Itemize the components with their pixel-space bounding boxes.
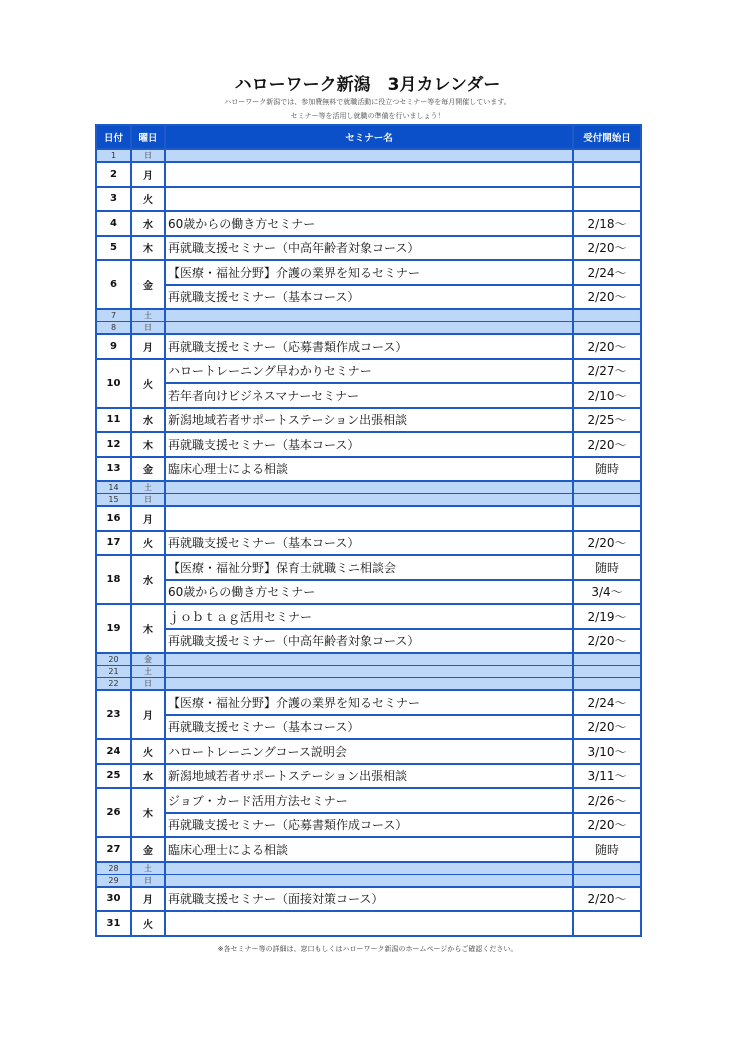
weekday-cell: 火 xyxy=(131,739,165,764)
table-row xyxy=(96,211,641,236)
table-row xyxy=(96,432,641,457)
table-row xyxy=(96,236,641,261)
start-date: 随時 xyxy=(573,457,641,482)
weekday-cell: 土 xyxy=(131,481,165,494)
start-date: 2/20～ xyxy=(573,629,641,654)
weekday-cell: 水 xyxy=(131,555,165,604)
seminar-name: 臨床心理士による相談 xyxy=(165,457,573,482)
start-date: 2/24～ xyxy=(573,690,641,715)
seminar-name: 再就職支援セミナー（応募書類作成コース） xyxy=(165,334,573,359)
header-date: 日付 xyxy=(96,125,131,149)
date-cell: 27 xyxy=(96,837,131,862)
weekday-cell: 木 xyxy=(131,604,165,653)
start-date: 2/10～ xyxy=(573,383,641,408)
table-header-row xyxy=(96,125,641,149)
date-cell: 14 xyxy=(96,481,131,494)
start-date xyxy=(573,678,641,691)
weekday-cell: 水 xyxy=(131,211,165,236)
start-date: 2/20～ xyxy=(573,813,641,838)
weekday-cell: 火 xyxy=(131,531,165,556)
start-date xyxy=(573,874,641,887)
date-cell: 4 xyxy=(96,211,131,236)
date-cell: 30 xyxy=(96,887,131,912)
date-cell: 13 xyxy=(96,457,131,482)
table-row xyxy=(96,187,641,212)
weekday-cell: 金 xyxy=(131,260,165,309)
header-weekday: 曜日 xyxy=(131,125,165,149)
weekday-cell: 月 xyxy=(131,334,165,359)
table-row xyxy=(96,813,641,838)
weekday-cell: 月 xyxy=(131,162,165,187)
start-date: 随時 xyxy=(573,555,641,580)
date-cell: 18 xyxy=(96,555,131,604)
weekday-cell: 水 xyxy=(131,764,165,789)
start-date: 随時 xyxy=(573,837,641,862)
weekend-row xyxy=(96,653,641,666)
seminar-name: 再就職支援セミナー（中高年齢者対象コース） xyxy=(165,236,573,261)
start-date: 2/20～ xyxy=(573,236,641,261)
start-date xyxy=(573,187,641,212)
table-row xyxy=(96,531,641,556)
seminar-name xyxy=(165,506,573,531)
footnote: ※各セミナー等の詳細は、窓口もしくはハローワーク新潟のホームページからご確認ください。 xyxy=(217,945,518,953)
start-date: 2/20～ xyxy=(573,715,641,740)
date-cell: 11 xyxy=(96,408,131,433)
seminar-name xyxy=(165,162,573,187)
table-row xyxy=(96,788,641,813)
table-row xyxy=(96,285,641,310)
table-row xyxy=(96,715,641,740)
seminar-name: 再就職支援セミナー（基本コース） xyxy=(165,432,573,457)
date-cell: 12 xyxy=(96,432,131,457)
start-date: 3/4～ xyxy=(573,580,641,605)
date-cell: 7 xyxy=(96,309,131,322)
start-date: 3/10～ xyxy=(573,739,641,764)
date-cell: 6 xyxy=(96,260,131,309)
weekend-row xyxy=(96,862,641,875)
seminar-name xyxy=(165,481,573,494)
seminar-name: ｊｏｂｔａｇ活用セミナー xyxy=(165,604,573,629)
date-cell: 25 xyxy=(96,764,131,789)
table-row xyxy=(96,555,641,580)
seminar-name: 【医療・福祉分野】介護の業界を知るセミナー xyxy=(165,690,573,715)
start-date: 2/20～ xyxy=(573,887,641,912)
start-date xyxy=(573,162,641,187)
date-cell: 5 xyxy=(96,236,131,261)
seminar-name: 再就職支援セミナー（面接対策コース） xyxy=(165,887,573,912)
table-row xyxy=(96,506,641,531)
table-row xyxy=(96,260,641,285)
table-body xyxy=(96,149,641,936)
weekday-cell: 日 xyxy=(131,494,165,507)
seminar-name: 臨床心理士による相談 xyxy=(165,837,573,862)
weekend-row xyxy=(96,481,641,494)
start-date: 2/19～ xyxy=(573,604,641,629)
date-cell: 9 xyxy=(96,334,131,359)
table-row xyxy=(96,629,641,654)
header-start-date: 受付開始日 xyxy=(573,125,641,149)
start-date: 3/11～ xyxy=(573,764,641,789)
table-row xyxy=(96,887,641,912)
seminar-name: 新潟地域若者サポートステーション出張相談 xyxy=(165,764,573,789)
table-row xyxy=(96,334,641,359)
seminar-name xyxy=(165,149,573,162)
weekday-cell: 木 xyxy=(131,788,165,837)
table-row xyxy=(96,764,641,789)
seminar-name: ジョブ・カード活用方法セミナー xyxy=(165,788,573,813)
start-date xyxy=(573,653,641,666)
date-cell: 16 xyxy=(96,506,131,531)
table-row xyxy=(96,162,641,187)
seminar-name: 新潟地域若者サポートステーション出張相談 xyxy=(165,408,573,433)
date-cell: 24 xyxy=(96,739,131,764)
start-date: 2/20～ xyxy=(573,432,641,457)
table-row xyxy=(96,739,641,764)
seminar-name xyxy=(165,494,573,507)
date-cell: 15 xyxy=(96,494,131,507)
seminar-name: 60歳からの働き方セミナー xyxy=(165,580,573,605)
date-cell: 23 xyxy=(96,690,131,739)
table-row xyxy=(96,408,641,433)
start-date xyxy=(573,862,641,875)
seminar-name: 再就職支援セミナー（応募書類作成コース） xyxy=(165,813,573,838)
weekend-row xyxy=(96,309,641,322)
weekday-cell: 水 xyxy=(131,408,165,433)
weekday-cell: 火 xyxy=(131,359,165,408)
table-row xyxy=(96,383,641,408)
weekday-cell: 日 xyxy=(131,678,165,691)
seminar-name xyxy=(165,678,573,691)
seminar-calendar-table xyxy=(95,124,642,937)
weekday-cell: 火 xyxy=(131,911,165,936)
table-row xyxy=(96,690,641,715)
seminar-name: 【医療・福祉分野】保育士就職ミニ相談会 xyxy=(165,555,573,580)
seminar-name: 60歳からの働き方セミナー xyxy=(165,211,573,236)
seminar-name xyxy=(165,322,573,335)
seminar-name: 再就職支援セミナー（基本コース） xyxy=(165,285,573,310)
start-date xyxy=(573,494,641,507)
weekend-row xyxy=(96,322,641,335)
start-date: 2/20～ xyxy=(573,285,641,310)
weekday-cell: 月 xyxy=(131,887,165,912)
seminar-name: 【医療・福祉分野】介護の業界を知るセミナー xyxy=(165,260,573,285)
table-row xyxy=(96,580,641,605)
seminar-name xyxy=(165,653,573,666)
weekday-cell: 日 xyxy=(131,874,165,887)
date-cell: 20 xyxy=(96,653,131,666)
seminar-name xyxy=(165,874,573,887)
weekday-cell: 土 xyxy=(131,309,165,322)
date-cell: 22 xyxy=(96,678,131,691)
date-cell: 29 xyxy=(96,874,131,887)
seminar-name xyxy=(165,862,573,875)
start-date: 2/26～ xyxy=(573,788,641,813)
start-date xyxy=(573,666,641,678)
date-cell: 28 xyxy=(96,862,131,875)
date-cell: 10 xyxy=(96,359,131,408)
start-date xyxy=(573,911,641,936)
page-title: ハローワーク新潟 3月カレンダー xyxy=(234,75,501,95)
date-cell: 8 xyxy=(96,322,131,335)
seminar-name: 再就職支援セミナー（中高年齢者対象コース） xyxy=(165,629,573,654)
table-row xyxy=(96,911,641,936)
weekday-cell: 金 xyxy=(131,837,165,862)
weekday-cell: 火 xyxy=(131,187,165,212)
start-date xyxy=(573,309,641,322)
weekend-row xyxy=(96,678,641,691)
subtitle-line-1: ハローワーク新潟では、参加費無料で就職活動に役立つセミナー等を毎月開催しています。 xyxy=(224,98,511,106)
weekday-cell: 日 xyxy=(131,149,165,162)
start-date: 2/27～ xyxy=(573,359,641,384)
seminar-name xyxy=(165,187,573,212)
date-cell: 26 xyxy=(96,788,131,837)
weekend-row xyxy=(96,494,641,507)
subtitle-line-2: セミナー等を活用し就職の準備を行いましょう！ xyxy=(290,112,445,120)
date-cell: 31 xyxy=(96,911,131,936)
table-row xyxy=(96,457,641,482)
seminar-name: ハロートレーニングコース説明会 xyxy=(165,739,573,764)
date-cell: 19 xyxy=(96,604,131,653)
date-cell: 17 xyxy=(96,531,131,556)
seminar-name xyxy=(165,666,573,678)
weekday-cell: 月 xyxy=(131,506,165,531)
weekend-row xyxy=(96,874,641,887)
date-cell: 21 xyxy=(96,666,131,678)
start-date: 2/20～ xyxy=(573,334,641,359)
start-date: 2/25～ xyxy=(573,408,641,433)
seminar-name: 若年者向けビジネスマナーセミナー xyxy=(165,383,573,408)
seminar-name xyxy=(165,911,573,936)
start-date xyxy=(573,322,641,335)
table-row xyxy=(96,837,641,862)
weekday-cell: 土 xyxy=(131,862,165,875)
weekday-cell: 木 xyxy=(131,236,165,261)
date-cell: 1 xyxy=(96,149,131,162)
weekday-cell: 日 xyxy=(131,322,165,335)
start-date xyxy=(573,149,641,162)
weekend-row xyxy=(96,149,641,162)
date-cell: 2 xyxy=(96,162,131,187)
table-row xyxy=(96,359,641,384)
seminar-name xyxy=(165,309,573,322)
weekday-cell: 月 xyxy=(131,690,165,739)
seminar-name: 再就職支援セミナー（基本コース） xyxy=(165,715,573,740)
weekday-cell: 土 xyxy=(131,666,165,678)
seminar-name: ハロートレーニング早わかりセミナー xyxy=(165,359,573,384)
header-seminar: セミナー名 xyxy=(165,125,573,149)
start-date: 2/20～ xyxy=(573,531,641,556)
date-cell: 3 xyxy=(96,187,131,212)
start-date: 2/24～ xyxy=(573,260,641,285)
weekend-row xyxy=(96,666,641,678)
weekday-cell: 木 xyxy=(131,432,165,457)
weekday-cell: 金 xyxy=(131,457,165,482)
start-date xyxy=(573,506,641,531)
start-date xyxy=(573,481,641,494)
seminar-name: 再就職支援セミナー（基本コース） xyxy=(165,531,573,556)
start-date: 2/18～ xyxy=(573,211,641,236)
table-row xyxy=(96,604,641,629)
weekday-cell: 金 xyxy=(131,653,165,666)
